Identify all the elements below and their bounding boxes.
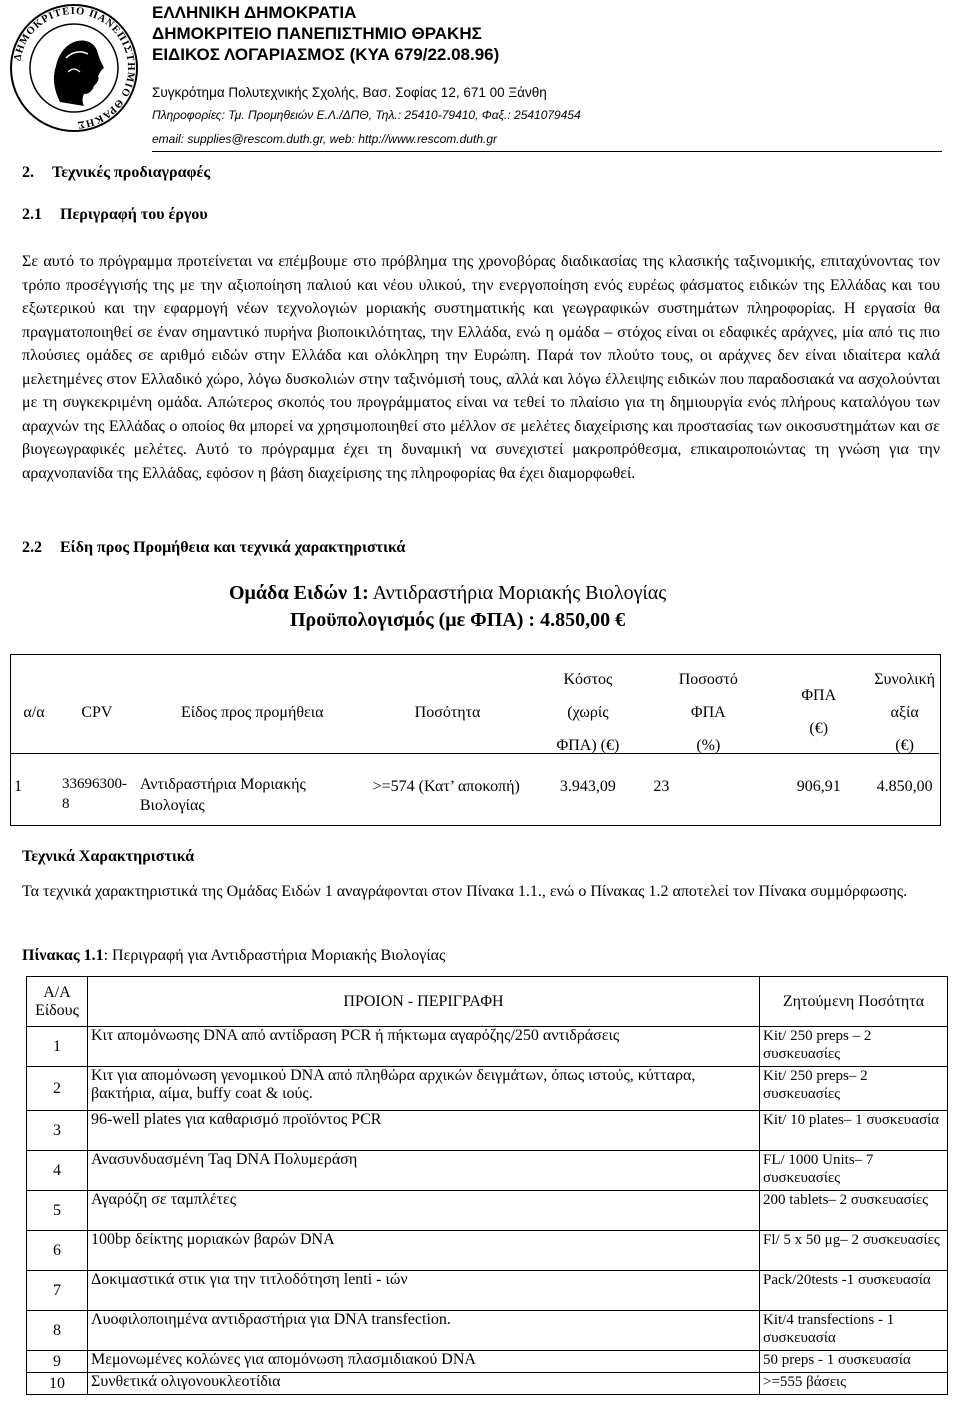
section-2-1-heading	[22, 206, 208, 224]
cell-item: Αντιδραστήρια Μοριακής Βιολογίας	[139, 776, 306, 814]
col-vat-pct	[649, 654, 767, 770]
cell-aa: 1	[14, 778, 22, 795]
cell-vat-pct: 23	[653, 778, 670, 795]
group-budget: Προϋπολογισμός (με ΦΠΑ) : 4.850,00 €	[290, 609, 626, 631]
header-address: Συγκρότημα Πολυτεχνικής Σχολής, Βασ. Σοφίας 12, 671 00 Ξάνθη	[152, 85, 547, 100]
items-row-aa: 8	[27, 1311, 88, 1351]
group-name: Αντιδραστήρια Μοριακής Βιολογίας	[368, 582, 667, 604]
budget-table-header-row	[10, 654, 939, 770]
table-caption-text: : Περιγραφή για Αντιδραστήρια Μοριακής Βιολογίας	[103, 947, 446, 964]
col-total	[870, 654, 939, 770]
col-vat-pct-l2: ΦΠΑ	[690, 703, 726, 721]
items-row	[27, 1191, 948, 1231]
col-quantity: Ποσότητα	[414, 703, 481, 721]
section-2-1-title: Περιγραφή του έργου	[60, 206, 208, 223]
cell-vat: 906,91	[796, 778, 841, 795]
section-2-2-title: Είδη προς Προμήθεια και τεχνικά χαρακτηριστικά	[60, 539, 406, 556]
items-row	[27, 1311, 948, 1351]
items-row-desc: 100bp δείκτης μοριακών βαρών DNA	[88, 1231, 760, 1271]
items-row	[27, 1351, 948, 1373]
header-account-rest: (ΚΥΑ 679/22.08.96)	[344, 45, 500, 64]
items-row-aa: 4	[27, 1151, 88, 1191]
items-row-aa: 6	[27, 1231, 88, 1271]
col-cost-l2: (χωρίς	[567, 703, 609, 721]
items-row	[27, 1271, 948, 1311]
header-divider	[152, 151, 942, 152]
project-description: Σε αυτό το πρόγραμμα προτείνεται να επέμβουμε στο πρόβλημα της χρονοβόρας διαδικασίας της κλασικής ταξινομικής, επιταχύνοντας τον τρόπο προσέγγισής της με την αξιοποίηση παλιού και νέου υλικού, την ενεργοποίηση ενός ευρέως φάσματος ειδικών της Ελλάδας και του εξωτερικού και την εφαρμογή νέων τεχνολογιών μοριακής συστηματικής και γεωγραφικών συστημάτων πληροφορίας. Η εργασία θα πραγματοποιηθεί σε έναν σημαντικό πυρήνα βιοποικιλότητας, την Ελλάδα, ενώ η ομάδα – στόχος είναι οι εδαφικές αράχνες, μία από τις πιο πλούσιες ομάδες σε αριθμό ειδών στην Ελλάδα και ολόκληρη την Ευρώπη. Παρά τον πλούτο τους, οι αράχνες δεν είναι ιδιαίτερα καλά μελετημένες στον Ελλαδικό χώρο, λόγω δυσκολιών στην ταξινόμισή τους, αλλά και λόγω έλλειψης ειδικών που παραδοσιακά να ασχολούνται με τη συγκεκριμένη ομάδα. Απώτερος σκοπός του προγράμματος είναι να τεθεί το πλαίσιο για τη δημιουργία ενός πλήρους καταλόγου των αραχνών της Ελλάδας ο οποίος θα μπορεί να χρησιμοποιηθεί στο μέλλον σε μελέτες διαχείρισης και προστασίας των οικοσυστημάτων και σε βιογεωγραφικές μελέτες. Αυτό το πρόγραμμα έχει τη δυναμική να συνεχιστεί μακροπρόθεσμα, επικαιροποιώντας τη γνώση για την αραχνοπανίδα της Ελλάδας, εφόσον η βάση διαχείρισης της πληροφορίας θα έχει διαμορφωθεί.	[22, 253, 940, 482]
section-2-1-number: 2.1	[22, 206, 42, 223]
budget-table-row	[10, 770, 939, 826]
items-row-qty: 50 preps - 1 συσκευασία	[760, 1351, 948, 1373]
items-row-aa: 2	[27, 1067, 88, 1111]
items-row-desc: Μεμονωμένες κολώνες για απομόνωση πλασμιδιακού DNA	[88, 1351, 760, 1373]
tech-text: Τα τεχνικά χαρακτηριστικά της Ομάδας Ειδών 1 αναγράφονται στον Πίνακα 1.1., ενώ ο Πίνακας 1.2 αποτελεί τον Πίνακα συμμόρφωσης.	[22, 883, 908, 900]
group-title	[229, 582, 666, 605]
items-row	[27, 1373, 948, 1395]
items-row-desc: Συνθετικά ολιγονουκλεοτίδια	[88, 1373, 760, 1395]
section-2-number: 2.	[22, 164, 34, 181]
items-row-aa: 9	[27, 1351, 88, 1373]
items-row-aa: 3	[27, 1111, 88, 1151]
section-2-heading	[22, 164, 210, 182]
col-total-l2: αξία	[890, 703, 919, 721]
col-cpv: CPV	[81, 703, 113, 721]
col-cost-l3: ΦΠΑ) (€)	[556, 736, 620, 754]
university-seal-logo	[8, 2, 140, 134]
items-row-qty: Pack/20tests -1 συσκευασία	[760, 1271, 948, 1311]
group-label: Ομάδα Ειδών 1:	[229, 582, 369, 604]
col-item: Είδος προς προμήθεια	[181, 703, 324, 721]
items-table	[26, 976, 948, 1395]
items-row-desc: Κιτ για απομόνωση γενομικού DNA από πληθώρα αρχικών δειγμάτων, όπως ιστούς, κύτταρα, βακτήρια, αίμα, buffy coat & ιούς.	[88, 1067, 760, 1111]
section-2-title: Τεχνικές προδιαγραφές	[52, 164, 211, 181]
header-university: ΔΗΜΟΚΡΙΤΕΙΟ ΠΑΝΕΠΙΣΤΗΜΙΟ ΘΡΑΚΗΣ	[152, 24, 482, 43]
items-row-qty: Fl/ 5 x 50 μg– 2 συσκευασίες	[760, 1231, 948, 1271]
header-contact: email: supplies@rescom.duth.gr, web: http://www.rescom.duth.gr	[152, 132, 497, 146]
tech-heading: Τεχνικά Χαρακτηριστικά	[22, 848, 195, 865]
items-row-qty: Kit/ 10 plates– 1 συσκευασία	[760, 1111, 948, 1151]
items-row	[27, 1231, 948, 1271]
items-row-desc: Λυοφιλοποιημένα αντιδραστήρια για DNA transfection.	[88, 1311, 760, 1351]
items-table-header-row	[27, 977, 948, 1027]
col-vat-l1: ΦΠΑ	[801, 687, 837, 704]
items-row	[27, 1111, 948, 1151]
header-account	[152, 45, 499, 65]
col-total-l1: Συνολική	[874, 670, 935, 688]
items-row-qty: 200 tablets– 2 συσκευασίες	[760, 1191, 948, 1231]
table-caption-label: Πίνακας 1.1	[22, 947, 104, 964]
items-row-aa: 10	[27, 1373, 88, 1395]
items-row	[27, 1067, 948, 1111]
items-col-qty: Ζητούμενη Ποσότητα	[760, 977, 948, 1027]
items-row-aa: 5	[27, 1191, 88, 1231]
items-row-desc: Δοκιμαστικά στικ για την τιτλοδότηση lenti - ιών	[88, 1271, 760, 1311]
cell-cost: 3.943,09	[559, 778, 616, 795]
items-row-aa: 7	[27, 1271, 88, 1311]
cell-total: 4.850,00	[876, 778, 933, 795]
items-row-aa: 1	[27, 1027, 88, 1067]
budget-table	[10, 654, 939, 826]
items-row-desc: 96-well plates για καθαρισμό προϊόντος PCR	[88, 1111, 760, 1151]
items-row	[27, 1151, 948, 1191]
col-vat	[767, 654, 870, 770]
table-caption	[22, 944, 445, 968]
section-2-2-heading	[22, 539, 405, 557]
items-col-aa: Α/Α Είδους	[27, 977, 88, 1027]
section-2-2-number: 2.2	[22, 539, 42, 556]
col-cost-l1: Κόστος	[563, 670, 613, 688]
cell-cpv: 33696300-8	[61, 776, 127, 812]
header-info: Πληροφορίες: Τμ. Προμηθειών Ε.Λ./ΔΠΘ, Τηλ.: 25410-79410, Φαξ.: 2541079454	[152, 108, 581, 122]
header-country: ΕΛΛΗΝΙΚΗ ΔΗΜΟΚΡΑΤΙΑ	[152, 3, 357, 22]
header-account-bold: ΕΙΔΙΚΟΣ ΛΟΓΑΡΙΑΣΜΟΣ	[152, 45, 345, 64]
items-row-desc: Κιτ απομόνωσης DNA από αντίδραση PCR ή πήκτωμα αγαρόζης/250 αντιδράσεις	[88, 1027, 760, 1067]
items-row-qty: Kit/ 250 preps– 2 συσκευασίες	[760, 1067, 948, 1111]
col-cost	[526, 654, 649, 770]
items-row-qty: Kit/4 transfections - 1 συσκευασία	[760, 1311, 948, 1351]
items-row	[27, 1027, 948, 1067]
col-vat-pct-l1: Ποσοστό	[678, 670, 738, 688]
items-col-desc: ΠΡΟΙΟΝ - ΠΕΡΙΓΡΑΦΗ	[88, 977, 760, 1027]
items-row-desc: Αγαρόζη σε ταμπλέτες	[88, 1191, 760, 1231]
items-row-desc: Ανασυνδυασμένη Taq DNA Πολυμεράση	[88, 1151, 760, 1191]
col-aa: α/α	[23, 703, 45, 721]
items-row-qty: FL/ 1000 Units– 7 συσκευασίες	[760, 1151, 948, 1191]
col-total-l3: (€)	[895, 736, 914, 754]
items-row-qty: >=555 βάσεις	[760, 1373, 948, 1395]
items-row-qty: Kit/ 250 preps – 2 συσκευασίες	[760, 1027, 948, 1067]
col-vat-pct-l3: (%)	[696, 736, 721, 754]
col-vat-l2: (€)	[809, 720, 829, 737]
cell-quantity: >=574 (Κατ’ αποκοπή)	[372, 778, 520, 795]
svg-text:ΔΗΜΟΚΡΙΤΕΙΟ ΠΑΝΕΠΙΣΤΗΜΙΟ ΘΡΑΚΗ: ΔΗΜΟΚΡΙΤΕΙΟ ΠΑΝΕΠΙΣΤΗΜΙΟ ΘΡΑΚΗΣ	[12, 5, 137, 131]
